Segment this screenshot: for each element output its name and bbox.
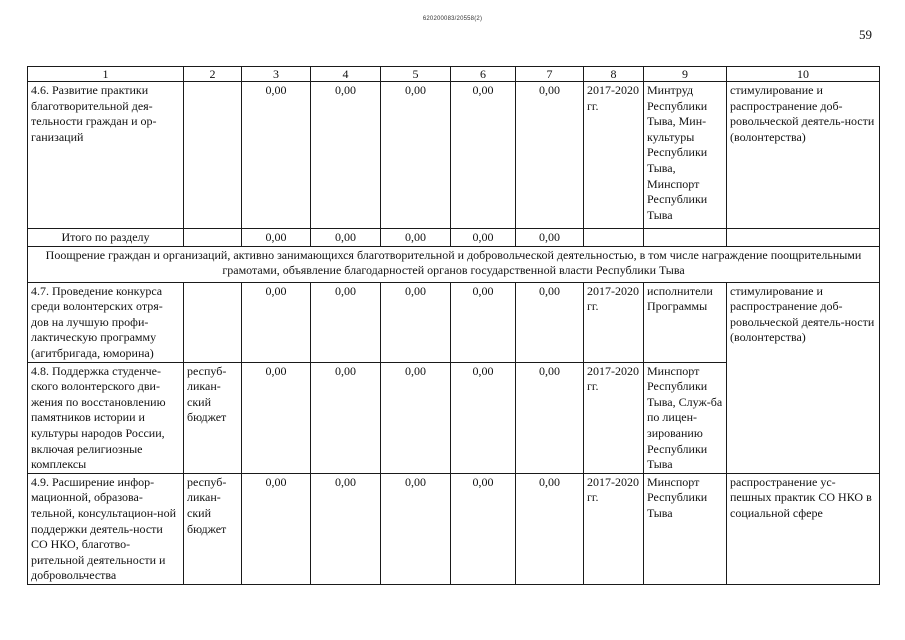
column-number: 6 <box>451 67 516 82</box>
amount-cell: 0,00 <box>381 229 451 247</box>
total-label: Итого по разделу <box>28 229 184 247</box>
activity-name: 4.8. Поддержка студенче-ского волонтерского дви-жения по восстановлению памятников истории и культуры народов России, включая религиозные комплексы <box>28 362 184 473</box>
amount-cell: 0,00 <box>311 362 381 473</box>
amount-cell: 0,00 <box>242 473 311 584</box>
table-row <box>28 82 880 229</box>
column-number: 4 <box>311 67 381 82</box>
amount-cell: 0,00 <box>451 82 516 229</box>
amount-cell: 0,00 <box>516 229 584 247</box>
amount-cell: 0,00 <box>311 82 381 229</box>
empty-cell <box>584 229 644 247</box>
column-number: 8 <box>584 67 644 82</box>
empty-cell <box>184 229 242 247</box>
document-id: 620200083/20558(2) <box>422 16 483 22</box>
activity-name: 4.9. Расширение инфор-мационной, образова-тельной, консультацион-ной поддержки деятель-ности СО НКО, благотво-рительной деятельности и добровольчества <box>28 473 184 584</box>
amount-cell: 0,00 <box>311 282 381 362</box>
amount-cell: 0,00 <box>242 229 311 247</box>
amount-cell: 0,00 <box>516 473 584 584</box>
section-heading-row <box>28 246 880 282</box>
page-number: 59 <box>859 27 872 42</box>
section-heading: Поощрение граждан и организаций, активно занимающихся благотворительной и добровольческой деятельностью, в том числе награждение поощрительными грамотами, объявление благодарностей органов государственной власти Республики Тыва <box>28 246 880 282</box>
period-cell: 2017-2020 гг. <box>584 362 644 473</box>
amount-cell: 0,00 <box>242 362 311 473</box>
total-row <box>28 229 880 247</box>
amount-cell: 0,00 <box>381 473 451 584</box>
period-cell: 2017-2020 гг. <box>584 473 644 584</box>
column-number: 10 <box>727 67 880 82</box>
period-cell: 2017-2020 гг. <box>584 82 644 229</box>
table-row <box>28 473 880 584</box>
amount-cell: 0,00 <box>242 82 311 229</box>
column-number: 2 <box>184 67 242 82</box>
column-number: 9 <box>644 67 727 82</box>
funding-source: респуб-ликан-ский бюджет <box>184 473 242 584</box>
amount-cell: 0,00 <box>516 82 584 229</box>
executor-cell: исполнители Программы <box>644 282 727 362</box>
program-table <box>27 66 880 585</box>
funding-source <box>184 82 242 229</box>
column-number: 7 <box>516 67 584 82</box>
column-number: 1 <box>28 67 184 82</box>
amount-cell: 0,00 <box>311 229 381 247</box>
activity-name: 4.6. Развитие практики благотворительной дея-тельности граждан и ор-ганизаций <box>28 82 184 229</box>
amount-cell: 0,00 <box>451 473 516 584</box>
period-cell: 2017-2020 гг. <box>584 282 644 362</box>
funding-source: респуб-ликан-ский бюджет <box>184 362 242 473</box>
amount-cell: 0,00 <box>451 282 516 362</box>
activity-name: 4.7. Проведение конкурса среди волонтерских отря-дов на лучшую профи-лактическую программу (агитбригада, юморина) <box>28 282 184 362</box>
amount-cell: 0,00 <box>451 362 516 473</box>
result-cell: стимулирование и распространение доб-ровольческой деятель-ности (волонтерства) <box>727 82 880 229</box>
result-cell: распространение ус-пешных практик СО НКО в социальной сфере <box>727 473 880 584</box>
amount-cell: 0,00 <box>516 282 584 362</box>
column-number-row <box>28 67 880 82</box>
amount-cell: 0,00 <box>381 82 451 229</box>
column-number: 3 <box>242 67 311 82</box>
amount-cell: 0,00 <box>311 473 381 584</box>
empty-cell <box>644 229 727 247</box>
funding-source <box>184 282 242 362</box>
amount-cell: 0,00 <box>451 229 516 247</box>
column-number: 5 <box>381 67 451 82</box>
executor-cell: Минтруд Республики Тыва, Мин-культуры Республики Тыва, Минспорт Республики Тыва <box>644 82 727 229</box>
amount-cell: 0,00 <box>516 362 584 473</box>
empty-cell <box>727 229 880 247</box>
amount-cell: 0,00 <box>381 282 451 362</box>
result-cell: стимулирование и распространение доб-ровольческой деятель-ности (волонтерства) <box>727 282 880 473</box>
amount-cell: 0,00 <box>242 282 311 362</box>
amount-cell: 0,00 <box>381 362 451 473</box>
executor-cell: Минспорт Республики Тыва <box>644 473 727 584</box>
executor-cell: Минспорт Республики Тыва, Служ-ба по лицен-зированию Республики Тыва <box>644 362 727 473</box>
table-row <box>28 282 880 362</box>
